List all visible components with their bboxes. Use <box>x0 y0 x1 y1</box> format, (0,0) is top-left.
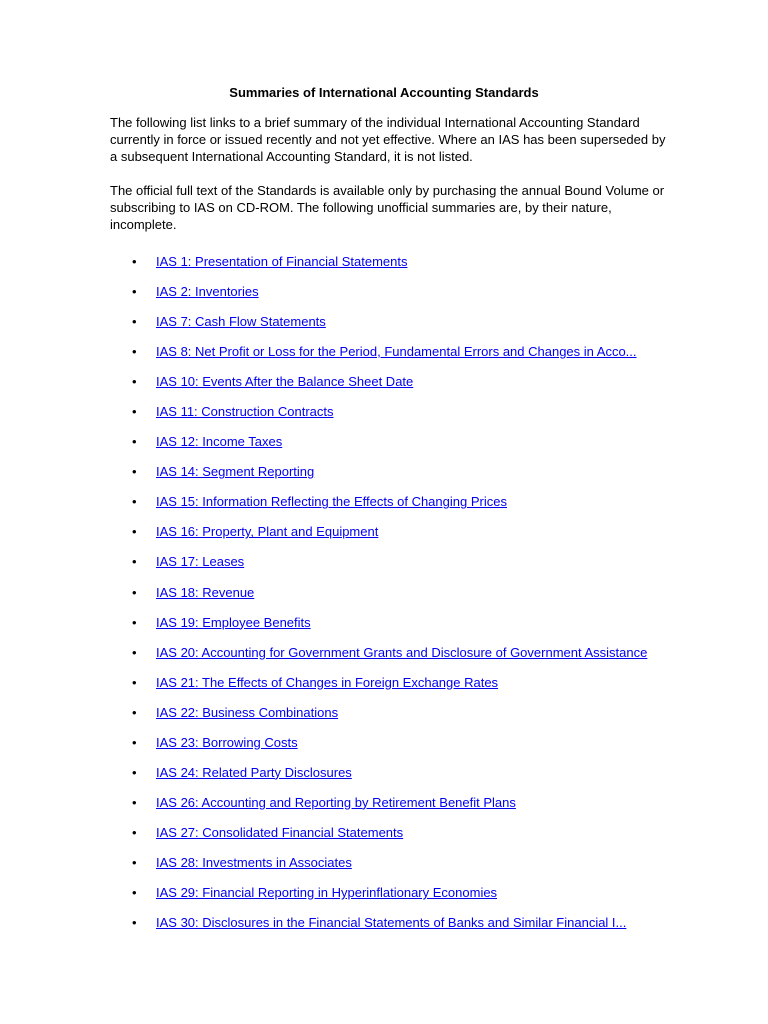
list-item <box>0 313 768 343</box>
list-item <box>0 433 768 463</box>
standard-link[interactable]: IAS 26: Accounting and Reporting by Retirement Benefit Plans <box>156 794 516 810</box>
standard-link[interactable]: IAS 15: Information Reflecting the Effects of Changing Prices <box>156 494 507 510</box>
bullet-icon: • <box>132 524 137 540</box>
list-item <box>0 674 768 704</box>
bullet-icon: • <box>132 404 137 420</box>
intro-paragraph: The following list links to a brief summary of the individual International Accounting Standard currently in force or issued recently and not yet effective. Where an IAS has been superseded by a subsequent International Accounting Standard, it is not listed. <box>110 115 666 164</box>
standard-link[interactable]: IAS 14: Segment Reporting <box>156 464 315 480</box>
list-item <box>0 463 768 493</box>
list-item <box>0 644 768 674</box>
bullet-icon: • <box>132 734 137 750</box>
bullet-icon: • <box>132 854 137 870</box>
list-item <box>0 854 768 884</box>
standard-link[interactable]: IAS 2: Inventories <box>156 284 259 300</box>
bullet-icon: • <box>132 464 137 480</box>
bullet-icon: • <box>132 314 137 330</box>
bullet-icon: • <box>132 494 137 510</box>
standard-link[interactable]: IAS 28: Investments in Associates <box>156 854 352 870</box>
bullet-icon: • <box>132 915 137 931</box>
standard-link[interactable]: IAS 19: Employee Benefits <box>156 614 311 630</box>
bullet-icon: • <box>132 704 137 720</box>
list-item <box>0 794 768 824</box>
standard-link[interactable]: IAS 18: Revenue <box>156 584 255 600</box>
list-item <box>0 824 768 854</box>
standard-link[interactable]: IAS 24: Related Party Disclosures <box>156 764 352 780</box>
standard-link[interactable]: IAS 10: Events After the Balance Sheet Date <box>156 374 414 390</box>
bullet-icon: • <box>132 884 137 900</box>
list-item <box>0 884 768 914</box>
standard-link[interactable]: IAS 20: Accounting for Government Grants and Disclosure of Government Assistance <box>156 644 648 660</box>
list-item <box>0 523 768 553</box>
standard-link[interactable]: IAS 8: Net Profit or Loss for the Period, Fundamental Errors and Changes in Acco... <box>156 344 637 360</box>
standard-link[interactable]: IAS 21: The Effects of Changes in Foreign Exchange Rates <box>156 674 499 690</box>
list-item <box>0 553 768 583</box>
standard-link[interactable]: IAS 1: Presentation of Financial Statements <box>156 254 408 269</box>
standard-link[interactable]: IAS 12: Income Taxes <box>156 434 283 450</box>
list-item <box>0 343 768 373</box>
list-item <box>0 614 768 644</box>
standard-link[interactable]: IAS 7: Cash Flow Statements <box>156 314 326 330</box>
bullet-icon: • <box>132 434 137 450</box>
standard-link[interactable]: IAS 22: Business Combinations <box>156 704 339 720</box>
standard-link[interactable]: IAS 16: Property, Plant and Equipment <box>156 524 379 540</box>
standards-link-list <box>0 253 768 944</box>
bullet-icon: • <box>132 284 137 300</box>
standard-link[interactable]: IAS 27: Consolidated Financial Statements <box>156 824 404 840</box>
list-item <box>0 253 768 283</box>
list-item <box>0 283 768 313</box>
list-item <box>0 493 768 523</box>
list-item <box>0 403 768 433</box>
list-item <box>0 914 768 944</box>
bullet-icon: • <box>132 254 137 269</box>
bullet-icon: • <box>132 554 137 570</box>
list-item <box>0 373 768 403</box>
bullet-icon: • <box>132 374 137 390</box>
disclaimer-paragraph: The official full text of the Standards is available only by purchasing the annual Bound Volume or subscribing to IAS on CD-ROM. The following unofficial summaries are, by their nature, incomplete. <box>110 183 665 232</box>
bullet-icon: • <box>132 584 137 600</box>
page-title: Summaries of International Accounting Standards <box>229 85 539 100</box>
bullet-icon: • <box>132 764 137 780</box>
standard-link[interactable]: IAS 29: Financial Reporting in Hyperinflationary Economies <box>156 884 498 900</box>
standard-link[interactable]: IAS 11: Construction Contracts <box>156 404 334 420</box>
bullet-icon: • <box>132 644 137 660</box>
list-item <box>0 764 768 794</box>
bullet-icon: • <box>132 674 137 690</box>
bullet-icon: • <box>132 344 137 360</box>
bullet-icon: • <box>132 614 137 630</box>
standard-link[interactable]: IAS 17: Leases <box>156 554 245 570</box>
bullet-icon: • <box>132 794 137 810</box>
list-item <box>0 734 768 764</box>
bullet-icon: • <box>132 824 137 840</box>
list-item <box>0 704 768 734</box>
standard-link[interactable]: IAS 23: Borrowing Costs <box>156 734 298 750</box>
standard-link[interactable]: IAS 30: Disclosures in the Financial Statements of Banks and Similar Financial I... <box>156 915 627 931</box>
list-item <box>0 584 768 614</box>
